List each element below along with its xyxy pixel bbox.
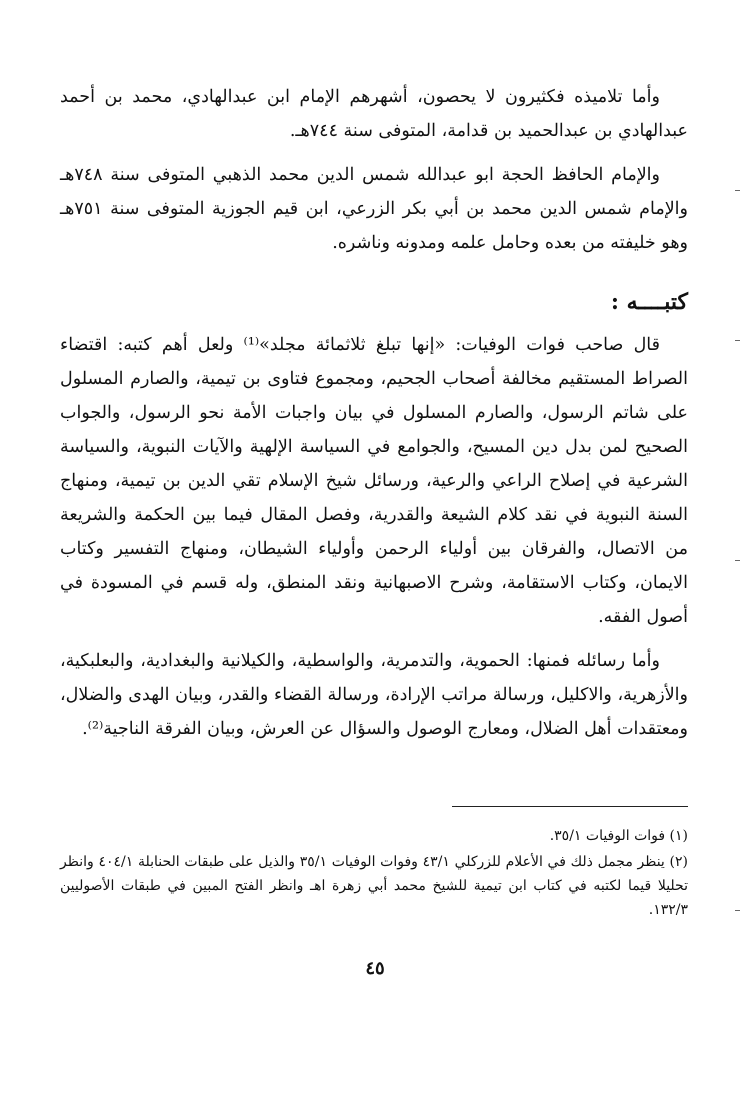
footnote-1: (١) فوات الوفيات ٣٥/١. [549,828,688,844]
paragraph-students: وأما تلاميذه فكثيرون لا يحصون، أشهرهم الإمام ابن عبدالهادي، محمد بن أحمد عبدالهادي بن عبدالحميد بن قدامة، المتوفى سنة ٧٤٤هـ. [60,87,688,141]
edge-mark [735,340,740,341]
page-number: ٤٥ [365,958,385,979]
footnotes [60,824,688,924]
paragraph-imams: والإمام الحافظ الحجة ابو عبدالله شمس الدين محمد الذهبي المتوفى سنة ٧٤٨هـ والإمام شمس الدين محمد بن أبي بكر الزرعي، ابن قيم الجوزية المتوفى سنة ٧٥١هـ وهو خليفته من بعده وحامل علمه ومدونه وناشره. [60,165,688,253]
edge-mark [735,560,740,561]
main-text [60,80,688,746]
edge-mark [735,910,740,911]
paragraph-books: قال صاحب فوات الوفيات: «إنها تبلغ ثلاثمائة مجلد»⁽¹⁾ ولعل أهم كتبه: اقتضاء الصراط المستقيم مخالفة أصحاب الجحيم، ومجموع فتاوى بن تيمية، والصارم المسلول على شاتم الرسول، والصارم المسلول في بيان واجبات الأمة نحو الرسول، والجواب الصحيح لمن بدل دين المسيح، والجوامع في السياسة الإلهية والآيات النبوية، والسياسة الشرعية في إصلاح الراعي والرعية، ورسائل شيخ الإسلام تقي الدين بن تيمية، ومنهاج السنة النبوية في نقد كلام الشيعة والقدرية، وفصل المقال فيما بين الحكمة والشريعة من الاتصال، والفرقان بين أولياء الرحمن وأولياء الشيطان، ومنهاج التفسير وكتاب الايمان، وكتاب الاستقامة، وشرح الاصبهانية ونقد المنطق، وله قسم في المسودة في أصول الفقه. [60,335,688,627]
section-heading-books: كتبــــه : [610,289,688,315]
edge-mark [735,190,740,191]
paragraph-treatises: وأما رسائله فمنها: الحموية، والتدمرية، والواسطية، والكيلانية والبغدادية، والبعلبكية، والأزهرية، والاكليل، ورسالة مراتب الإرادة، ورسالة القضاء والقدر، وبيان الهدى والضلال، ومعتقدات أهل الضلال، ومعارج الوصول والسؤال عن العرش، وبيان الفرقة الناجية⁽²⁾. [60,651,688,739]
footnote-2: (٢) ينظر مجمل ذلك في الأعلام للزركلي ٤٣/١ وفوات الوفيات ٣٥/١ والذيل على طبقات الحنابلة ٤٠٤/١ وانظر تحليلا قيما لكتبه في كتاب ابن تيمية للشيخ محمد أبي زهرة اهـ وانظر الفتح المبين في طبقات الأصوليين ١٣٢/٣. [60,854,688,918]
footnote-separator [452,806,688,807]
